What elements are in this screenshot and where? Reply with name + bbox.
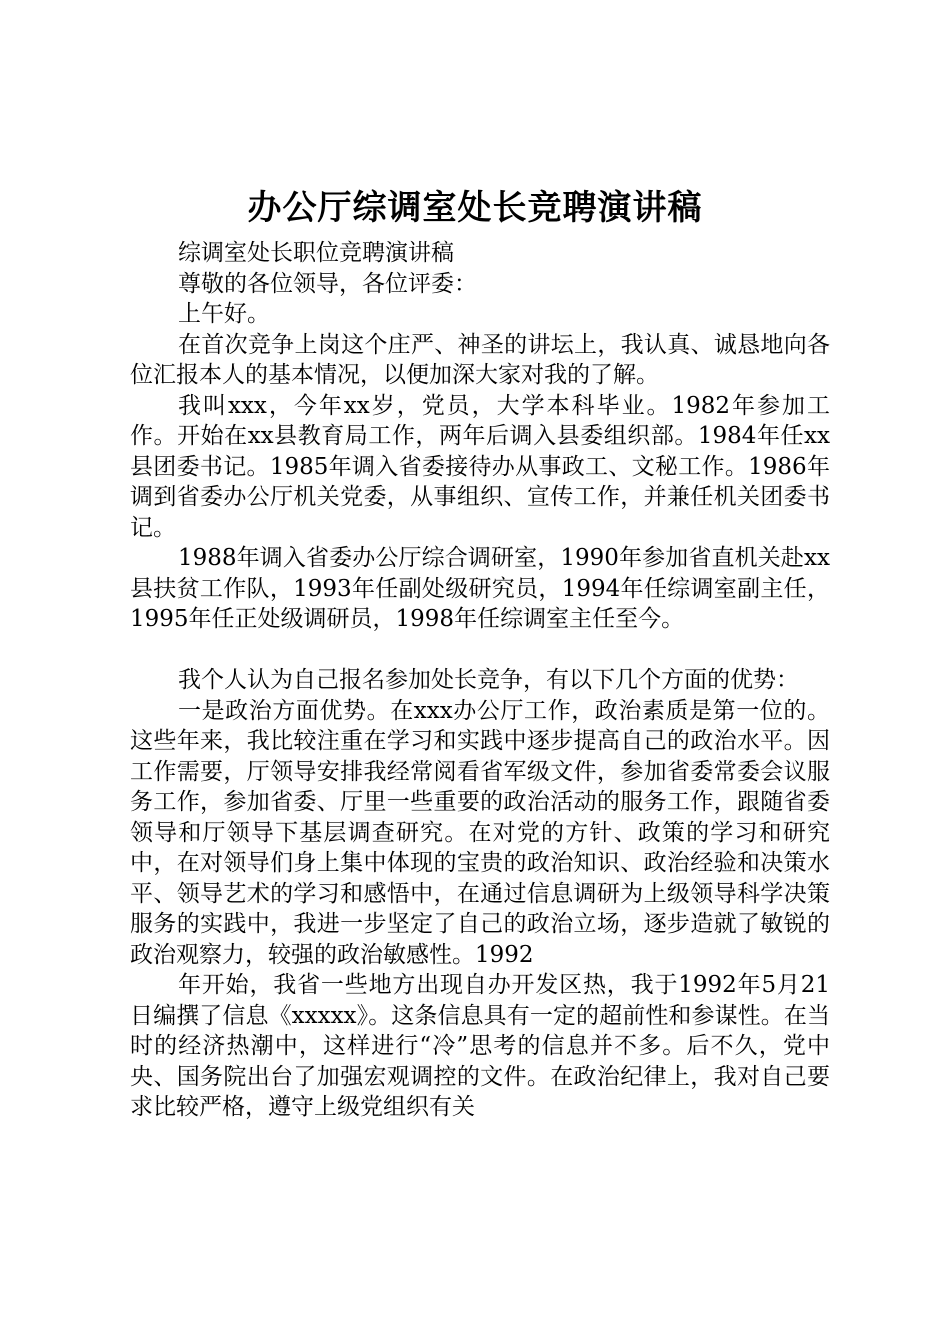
paragraph-background-1: 我叫xxx，今年xx岁，党员，大学本科毕业。1982年参加工作。开始在xx县教育局工作，两年后调入县委组织部。1984年任xx县团委书记。1985年调入省委接待办从事政工、文秘工作。1986年调到省委办公厅机关党委，从事组织、宣传工作，并兼任机关团委书记。 xyxy=(130,392,830,541)
paragraph-subtitle: 综调室处长职位竞聘演讲稿 xyxy=(178,240,454,266)
paragraph-salutation: 尊敬的各位领导，各位评委： xyxy=(178,270,477,297)
document-body xyxy=(130,238,830,1123)
paragraph-spacer xyxy=(130,635,830,666)
paragraph-greeting: 上午好。 xyxy=(178,301,270,327)
paragraph-advantages-intro: 我个人认为自己报名参加处长竞争，有以下几个方面的优势： xyxy=(178,667,799,693)
document-title: 办公厅综调室处长竞聘演讲稿 xyxy=(247,188,703,228)
paragraph-political-advantage: 一是政治方面优势。在xxx办公厅工作，政治素质是第一位的。这些年来，我比较注重在学习和实践中逐步提高自己的政治水平。因工作需要，厅领导安排我经常阅看省军级文件，参加省委常委会议服务工作，参加省委、厅里一些重要的政治活动的服务工作，跟随省委领导和厅领导下基层调查研究。在对党的方针、政策的学习和研究中，在对领导们身上集中体现的宝贵的政治知识、政治经验和决策水平、领导艺术的学习和感悟中，在通过信息调研为上级领导科学决策服务的实践中，我进一步坚定了自己的政治立场，逐步造就了敏锐的政治观察力，较强的政治敏感性。1992 xyxy=(130,697,830,968)
paragraph-background-2: 1988年调入省委办公厅综合调研室，1990年参加省直机关赴xx县扶贫工作队，1993年任副处级研究员，1994年任综调室副主任，1995年任正处级调研员，1998年任综调室主任至今。 xyxy=(130,545,830,632)
paragraph-intro: 在首次竞争上岗这个庄严、神圣的讲坛上，我认真、诚恳地向各位汇报本人的基本情况，以便加深大家对我的了解。 xyxy=(130,331,830,388)
paragraph-continuation: 年开始，我省一些地方出现自办开发区热，我于1992年5月21日编撰了信息《xxxxx》。这条信息具有一定的超前性和参谋性。在当时的经济热潮中，这样进行“冷”思考的信息并不多。后不久，党中央、国务院出台了加强宏观调控的文件。在政治纪律上，我对自己要求比较严格，遵守上级党组织有关 xyxy=(130,972,830,1120)
